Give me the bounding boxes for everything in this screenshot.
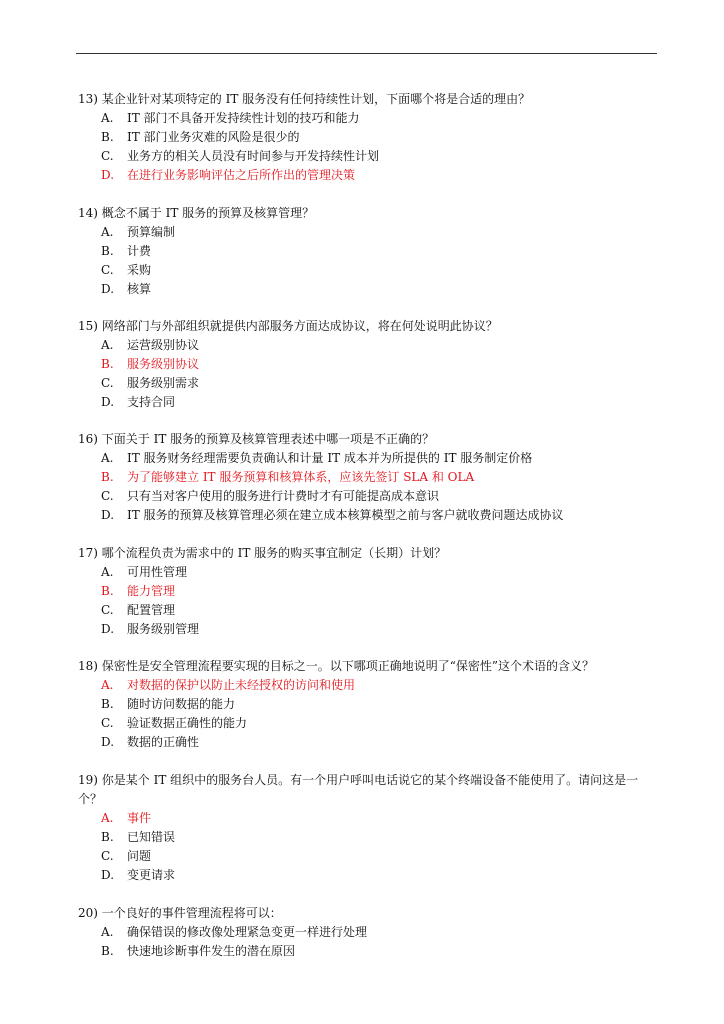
question-19 xyxy=(78,771,658,885)
option-d-answer: D. 在进行业务影响评估之后所作出的管理决策 xyxy=(101,168,356,182)
option-d: D. 支持合同 xyxy=(101,395,176,409)
option-c: C. 问题 xyxy=(101,849,152,863)
option-d: D. IT 服务的预算及核算管理必须在建立成本核算模型之前与客户就收费问题达成协议 xyxy=(101,508,564,522)
option-b: B. 随时访问数据的能力 xyxy=(101,697,236,711)
question-20 xyxy=(78,904,658,961)
option-a: A. IT 部门不具备开发持续性计划的技巧和能力 xyxy=(101,111,360,125)
header-rule xyxy=(76,53,657,54)
option-c: C. 服务级别需求 xyxy=(101,376,200,390)
option-c: C. 采购 xyxy=(101,263,152,277)
question-18 xyxy=(78,657,658,752)
option-a: A. 运营级别协议 xyxy=(101,338,200,352)
question-stem: 19) 你是某个 IT 组织中的服务台人员。有一个用户呼叫电话说它的某个终端设备不能使用了。请问这是一个？ xyxy=(78,773,639,806)
question-16 xyxy=(78,430,658,525)
question-stem: 18) 保密性是安全管理流程要实现的目标之一。以下哪项正确地说明了“保密性”这个术语的含义？ xyxy=(78,659,595,673)
question-13 xyxy=(78,90,658,185)
option-c: C. 配置管理 xyxy=(101,603,176,617)
option-a: A. 预算编制 xyxy=(101,225,176,239)
option-a-answer: A. 事件 xyxy=(101,811,152,825)
option-a: A. IT 服务财务经理需要负责确认和计量 IT 成本并为所提供的 IT 服务制定价格 xyxy=(101,451,533,465)
question-stem: 15) 网络部门与外部组织就提供内部服务方面达成协议，将在何处说明此协议？ xyxy=(78,319,498,333)
option-b-answer: B. 能力管理 xyxy=(101,584,176,598)
option-a: A. 可用性管理 xyxy=(101,565,188,579)
option-c: C. 业务方的相关人员没有时间参与开发持续性计划 xyxy=(101,149,380,163)
option-b: B. IT 部门业务灾难的风险是很少的 xyxy=(101,130,300,144)
option-a-answer: A. 对数据的保护以防止未经授权的访问和使用 xyxy=(101,678,356,692)
option-b: B. 快速地诊断事件发生的潜在原因 xyxy=(101,944,296,958)
question-stem: 13) 某企业针对某项特定的 IT 服务没有任何持续性计划，下面哪个将是合适的理由？ xyxy=(78,92,531,106)
question-stem: 14) 概念不属于 IT 服务的预算及核算管理？ xyxy=(78,206,315,220)
option-c: C. 验证数据正确性的能力 xyxy=(101,716,248,730)
option-b: B. 计费 xyxy=(101,244,152,258)
question-stem: 16) 下面关于 IT 服务的预算及核算管理表述中哪一项是不正确的？ xyxy=(78,432,435,446)
option-d: D. 核算 xyxy=(101,282,152,296)
option-a: A. 确保错误的修改像处理紧急变更一样进行处理 xyxy=(101,925,368,939)
option-d: D. 数据的正确性 xyxy=(101,735,200,749)
option-c: C. 只有当对客户使用的服务进行计费时才有可能提高成本意识 xyxy=(101,489,440,503)
question-17 xyxy=(78,544,658,639)
question-15 xyxy=(78,317,658,412)
question-stem: 20) 一个良好的事件管理流程将可以： xyxy=(78,906,282,920)
option-b-answer: B. 服务级别协议 xyxy=(101,357,200,371)
option-b-answer: B. 为了能够建立 IT 服务预算和核算体系，应该先签订 SLA 和 OLA xyxy=(101,470,475,484)
option-d: D. 服务级别管理 xyxy=(101,622,200,636)
question-stem: 17) 哪个流程负责为需求中的 IT 服务的购买事宜制定（长期）计划？ xyxy=(78,546,447,560)
option-b: B. 已知错误 xyxy=(101,830,176,844)
question-14 xyxy=(78,204,658,299)
option-d: D. 变更请求 xyxy=(101,868,176,882)
